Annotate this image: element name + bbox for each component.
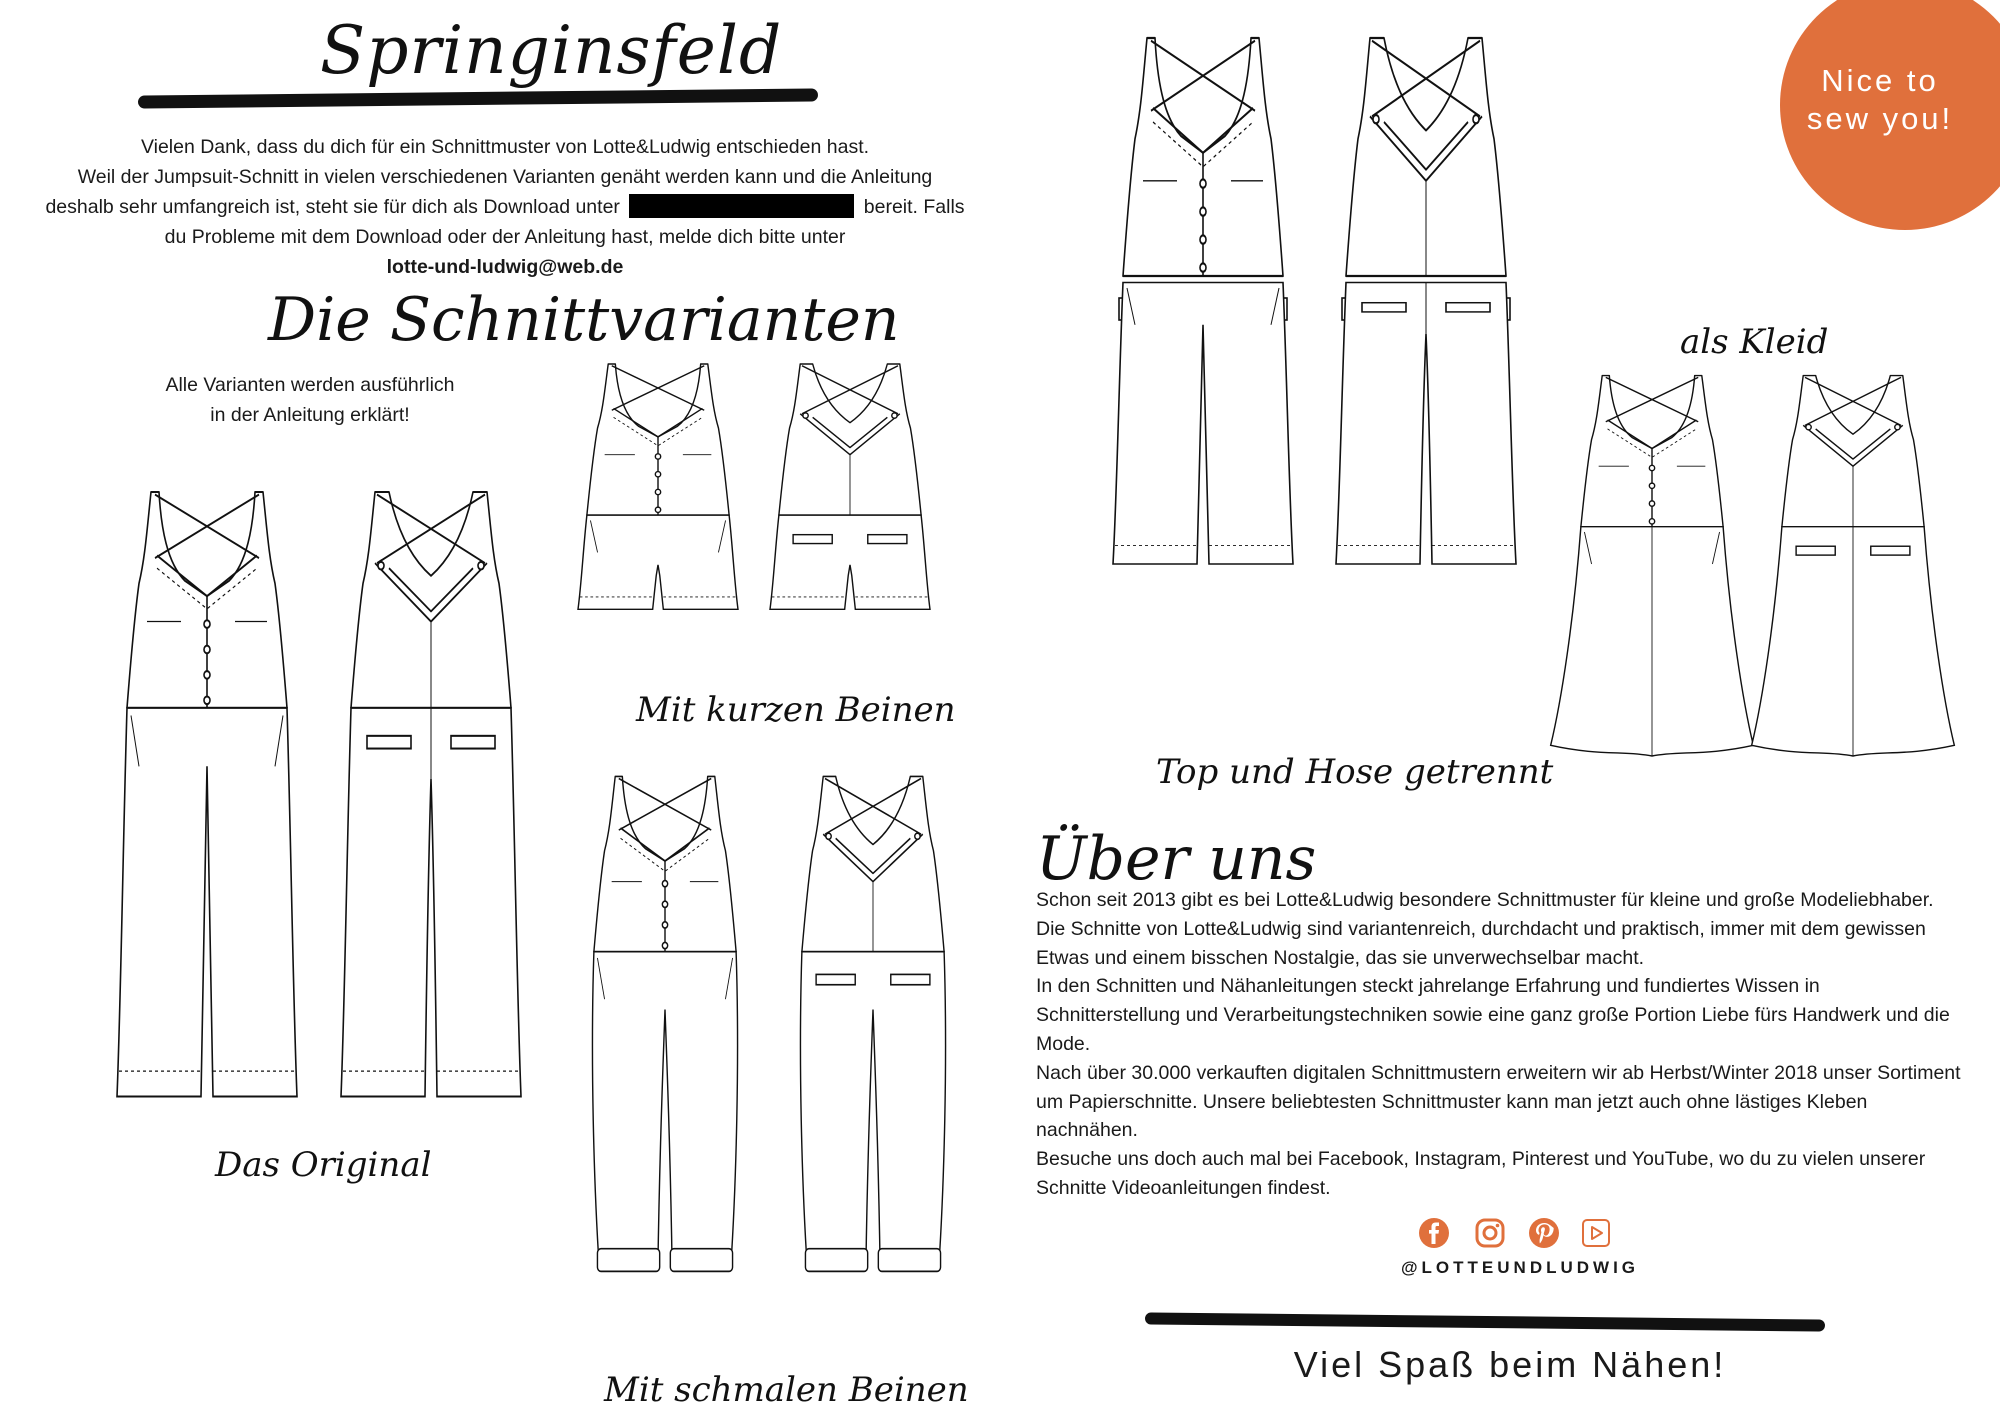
caption-short-legs: Mit kurzen Beinen <box>636 690 956 730</box>
title-brush-stroke <box>138 88 818 108</box>
caption-dress: als Kleid <box>1680 322 1829 362</box>
instagram-icon[interactable] <box>1474 1217 1506 1249</box>
short-front-illustration <box>578 364 738 684</box>
youtube-icon[interactable] <box>1580 1217 1612 1249</box>
intro-line-3: deshalb sehr umfangreich ist, steht sie für dich als Download unter bereit. Falls <box>45 196 965 218</box>
short-back-illustration <box>770 364 930 684</box>
separate-front-illustration <box>1113 38 1293 738</box>
variants-note: Alle Varianten werden ausführlich in der Anleitung erklärt! <box>165 374 455 426</box>
about-paragraph-4: Nach über 30.000 verkauften digitalen Schnittmustern erweitern wir ab Herbst/Winter 2018 unser Sortiment um Papierschnitte. Unsere beliebtesten Schnittmuster kann man jetzt auch ohne lästiges Kleben nachnähen. <box>1036 1061 1961 1142</box>
original-back-illustration <box>341 492 521 1132</box>
closing-message: Viel Spaß beim Nähen! <box>1293 1344 1727 1385</box>
about-text <box>1036 886 1961 1203</box>
about-paragraph-2: Die Schnitte von Lotte&Ludwig sind variantenreich, durchdacht und praktisch, immer mit dem gewissen Etwas und einem bisschen Nostalgie, das sie unverwechselbar macht. <box>1036 917 1926 969</box>
slim-back-illustration <box>793 752 953 1352</box>
original-front-illustration <box>117 492 297 1132</box>
dress-front-illustration <box>1572 374 1732 786</box>
social-handle[interactable]: @LOTTEUNDLUDWIG <box>1400 1258 1640 1277</box>
intro-line-4: du Probleme mit dem Download oder der Anleitung hast, melde dich bitte unter <box>164 226 846 248</box>
variants-heading: Die Schnittvarianten <box>268 285 900 355</box>
redacted-link <box>629 194 854 218</box>
slim-front-illustration <box>585 752 745 1352</box>
nice-to-sew-badge <box>1780 0 2000 230</box>
about-paragraph-3: In den Schnitten und Nähanleitungen steckt jahrelange Erfahrung und fundiertes Wissen in Schnitterstellung und Verarbeitungstechniken sowie eine ganz große Portion Liebe fürs Handwerk und die Mode. <box>1036 975 1950 1055</box>
intro-line-1: Vielen Dank, dass du dich für ein Schnittmuster von Lotte&Ludwig entschieden hast. <box>140 136 870 158</box>
about-paragraph-1: Schon seit 2013 gibt es bei Lotte&Ludwig besondere Schnittmuster für kleine und große Modeliebhaber. <box>1036 889 1934 911</box>
caption-original: Das Original <box>215 1145 432 1185</box>
intro-line-2: Weil der Jumpsuit-Schnitt in vielen verschiedenen Varianten genäht werden kann und die Anleitung <box>77 166 933 188</box>
about-paragraph-5: Besuche uns doch auch mal bei Facebook, Instagram, Pinterest und YouTube, wo du zu vielen unserer Schnitte Videoanleitungen findest. <box>1036 1148 1926 1199</box>
caption-top-and-pants: Top und Hose getrennt <box>1156 752 1554 792</box>
facebook-icon[interactable] <box>1418 1217 1450 1249</box>
pinterest-icon[interactable] <box>1528 1217 1560 1249</box>
about-heading: Über uns <box>1036 824 1317 894</box>
closing-brush-stroke <box>1145 1312 1825 1331</box>
page-title: Springinsfeld <box>320 12 783 89</box>
intro-text <box>30 132 980 282</box>
caption-slim-legs: Mit schmalen Beinen <box>604 1370 969 1410</box>
dress-back-illustration <box>1773 374 1933 786</box>
badge-text: Nice to sew you! <box>1806 63 1954 136</box>
email-link[interactable]: lotte-und-ludwig@web.de <box>386 256 624 278</box>
separate-back-illustration <box>1336 38 1516 738</box>
